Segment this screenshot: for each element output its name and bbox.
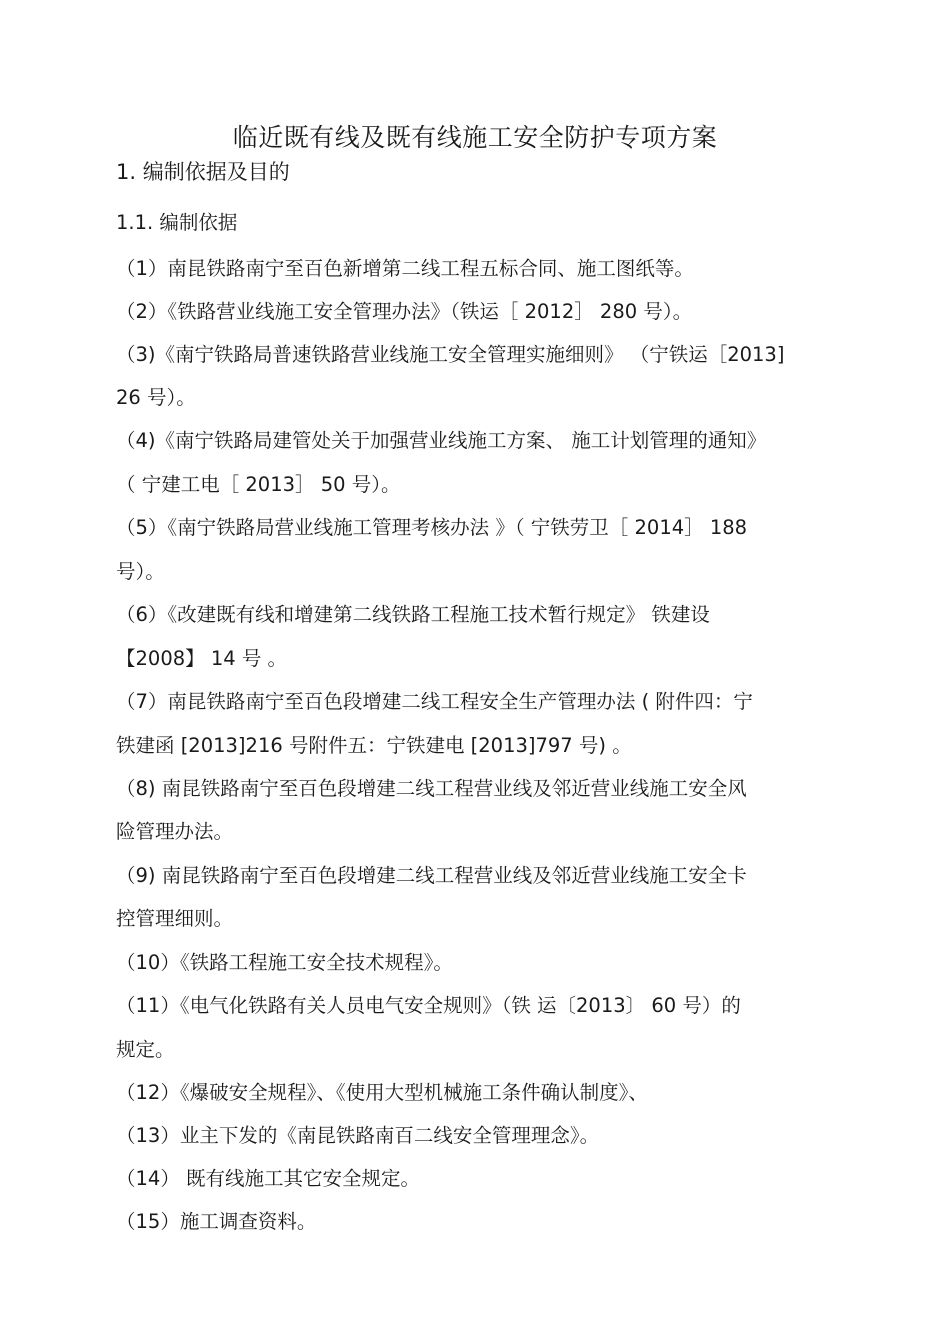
text-line-22: （14） 既有线施工其它安全规定。 [116, 1167, 421, 1190]
text-line-4: 26 号）。 [116, 386, 196, 409]
text-line-10: 【2008】 14 号 。 [116, 647, 288, 670]
text-line-1: （1）南昆铁路南宁至百色新增第二线工程五标合同、施工图纸等。 [116, 257, 694, 280]
text-line-14: 险管理办法。 [116, 820, 234, 843]
text-line-9: （6）《改建既有线和增建第二线铁路工程施工技术暂行规定》 铁建设 [116, 603, 710, 626]
subsection-heading: 1.1. 编制依据 [116, 211, 238, 234]
text-line-11: （7）南昆铁路南宁至百色段增建二线工程安全生产管理办法 ( 附件四：宁 [116, 690, 753, 713]
text-line-21: （13）业主下发的《南昆铁路南百二线安全管理理念》。 [116, 1124, 600, 1147]
text-line-7: （5）《南宁铁路局营业线施工管理考核办法 》（ 宁铁劳卫［ 2014］ 188 [116, 516, 748, 539]
text-line-20: （12）《爆破安全规程》、《使用大型机械施工条件确认制度》、 [116, 1081, 648, 1104]
text-line-13: （8) 南昆铁路南宁至百色段增建二线工程营业线及邻近营业线施工安全风 [116, 777, 747, 800]
text-line-15: （9) 南昆铁路南宁至百色段增建二线工程营业线及邻近营业线施工安全卡 [116, 864, 747, 887]
text-line-5: （4)《南宁铁路局建管处关于加强营业线施工方案、 施工计划管理的通知》 [116, 429, 767, 452]
text-line-19: 规定。 [116, 1038, 175, 1061]
text-line-18: （11）《电气化铁路有关人员电气安全规则》（铁 运〔2013〕 60 号）的 [116, 994, 741, 1017]
text-line-8: 号）。 [116, 560, 165, 583]
text-line-12: 铁建函 [2013]216 号附件五：宁铁建电 [2013]797 号) 。 [116, 734, 632, 757]
text-line-6: （ 宁建工电［ 2013］ 50 号）。 [116, 473, 401, 496]
text-line-3: （3)《南宁铁路局普速铁路营业线施工安全管理实施细则》 （宁铁运［2013] [116, 343, 785, 366]
text-line-23: （15）施工调查资料。 [116, 1210, 317, 1233]
text-line-17: （10）《铁路工程施工安全技术规程》。 [116, 951, 453, 974]
text-line-16: 控管理细则。 [116, 907, 234, 930]
document-title: 临近既有线及既有线施工安全防护专项方案 [232, 123, 718, 152]
text-line-2: （2）《铁路营业线施工安全管理办法》（铁运［ 2012］ 280 号）。 [116, 300, 693, 323]
section-heading: 1. 编制依据及目的 [116, 160, 290, 184]
